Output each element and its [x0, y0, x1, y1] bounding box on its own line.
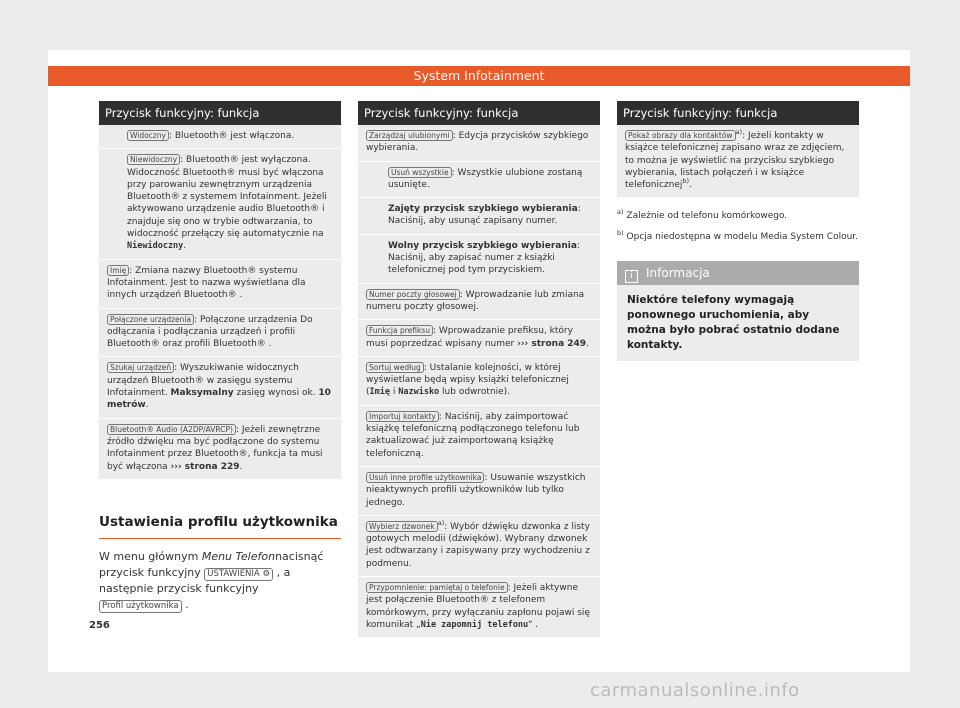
table-row: Szukaj urządzeń : Wyszukiwanie widocznych urządzeń Bluetooth® w zasięgu systemu Infotainment. Maksymalny zasięg wynosi ok. 10 metrów. [99, 357, 341, 418]
function-key: Sortuj według [366, 362, 424, 373]
instruction-paragraph: W menu głównym Menu Telefonnacisnąć przycisk funkcyjny USTAWIENIA ⚙ , a następnie przycisk funkcyjny Profil użytkownika . [99, 549, 324, 611]
function-key: Numer poczty głosowej [366, 289, 460, 300]
table-row: Zajęty przycisk szybkiego wybierania: Naciśnij, aby usunąć zapisany numer. [358, 198, 600, 235]
function-key: Szukaj urządzeń [107, 362, 174, 373]
table-row: Zarządzaj ulubionymi : Edycja przycisków szybkiego wybierania. [358, 125, 600, 162]
table-row: Funkcja prefiksu : Wprowadzanie prefiksu, który musi poprzedzać wpisany numer ››› strona 249. [358, 320, 600, 357]
function-key: Funkcja prefiksu [366, 325, 433, 336]
function-key: Połączone urządzenia [107, 314, 194, 325]
table-row: Bluetooth® Audio (A2DP/AVRCP) : Jeżeli zewnętrzne źródło dźwięku ma być podłączone do systemu Infotainment przez Bluetooth®, funkcja ta musi być włączona ››› strona 229. [99, 419, 341, 480]
function-key: Pokaż obrazy dla kontaktów [625, 130, 736, 141]
info-box-header: i Informacja [617, 261, 859, 285]
table-row: Widoczny : Bluetooth® jest włączona. [99, 125, 341, 149]
info-icon: i [625, 270, 638, 283]
function-key: Usuń wszystkie [388, 167, 452, 178]
settings-key: USTAWIENIA ⚙ [204, 568, 273, 581]
table-header: Przycisk funkcyjny: funkcja [99, 101, 341, 125]
table-row: Wolny przycisk szybkiego wybierania: Naciśnij, aby zapisać numer z książki telefonicznej pod tym przyciskiem. [358, 235, 600, 284]
table-row: Usuń wszystkie : Wszystkie ulubione zostaną usunięte. [358, 162, 600, 199]
table-row: Połączone urządzenia : Połączone urządzenia Do odłączania i podłączania urządzeń i profili Bluetooth® oraz profili Bluetooth® . [99, 309, 341, 358]
table-row: Numer poczty głosowej : Wprowadzanie lub zmiana numeru poczty głosowej. [358, 284, 600, 321]
table-row: Sortuj według : Ustalanie kolejności, w której wyświetlane będą wpisy książki telefonicznej (Imię i Nazwisko lub odwrotnie). [358, 357, 600, 406]
table-row: Imię : Zmiana nazwy Bluetooth® systemu Infotainment. Jest to nazwa wyświetlana dla innych urządzeń Bluetooth® . [99, 260, 341, 309]
function-key: Bluetooth® Audio (A2DP/AVRCP) [107, 424, 236, 435]
table-row: Usuń inne profile użytkownika : Usuwanie wszystkich nieaktywnych profili użytkowników lub tylko jednego. [358, 467, 600, 516]
function-key: Przypomnienie: pamiętaj o telefonie [366, 582, 508, 593]
table-header: Przycisk funkcyjny: funkcja [358, 101, 600, 125]
table-row: Wybierz dzwonek $^{a)}$: Wybór dźwięku dzwonka z listy gotowych melodii (dźwięków). Wybrany dzwonek jest odtwarzany i zapisywany przy wychodzeniu z podmenu. [358, 516, 600, 577]
function-key: Zarządzaj ulubionymi [366, 130, 453, 141]
table-row: Przypomnienie: pamiętaj o telefonie : Jeżeli aktywne jest połączenie Bluetooth® z telefonem komórkowym, przy wyłączaniu zapłonu pojawi się komunikat „Nie zapomnij telefonu" . [358, 577, 600, 638]
function-key: Wybierz dzwonek [366, 521, 438, 532]
table-header: Przycisk funkcyjny: funkcja [617, 101, 859, 125]
column-2 [358, 101, 600, 638]
function-key: Usuń inne profile użytkownika [366, 472, 484, 483]
section-divider [99, 538, 341, 539]
user-profile-key: Profil użytkownika [99, 600, 182, 613]
footnote: $^{a)}$ Zależnie od telefonu komórkowego. [617, 208, 788, 222]
info-box-body: Niektóre telefony wymagają ponownego uruchomienia, aby można było pobrać ostatnio dodane kontakty. [617, 285, 859, 361]
function-key: Imię [107, 265, 129, 276]
column-3 [617, 101, 859, 361]
table-row: Niewidoczny : Bluetooth® jest wyłączona. Widoczność Bluetooth® musi być włączona przy parowaniu zewnętrznym urządzenia Bluetooth® z systemem Infotainment. Jeżeli aktywowano urządzenie audio Bluetooth® i znajduje się ono w trybie odtwarzania, to widoczność przełączy się automatycznie na Niewidoczny. [99, 149, 341, 259]
page-number: 256 [89, 620, 110, 631]
function-key: Widoczny [127, 130, 169, 141]
function-key: Importuj kontakty [366, 411, 439, 422]
watermark: carmanualsonline.info [590, 680, 800, 701]
footnote: $^{b)}$ Opcja niedostępna w modelu Media System Colour. [617, 228, 859, 242]
column-1 [99, 101, 341, 613]
table-row: Pokaż obrazy dla kontaktów $^{a)}$: Jeżeli kontakty w książce telefonicznej zapisano wraz ze zdjęciem, to można je wyświetlić na przycisku szybkiego wybierania, listach połączeń i w książce telefonicznej$^{b)}$. [617, 125, 859, 198]
section-title: Ustawienia profilu użytkownika [99, 513, 338, 530]
chapter-header: System Infotainment [48, 66, 910, 86]
table-row: Importuj kontakty : Naciśnij, aby zaimportować książkę telefoniczną podłączonego telefonu lub zaktualizować już zaimportowaną książkę telefoniczną. [358, 406, 600, 467]
function-key: Niewidoczny [127, 154, 180, 165]
